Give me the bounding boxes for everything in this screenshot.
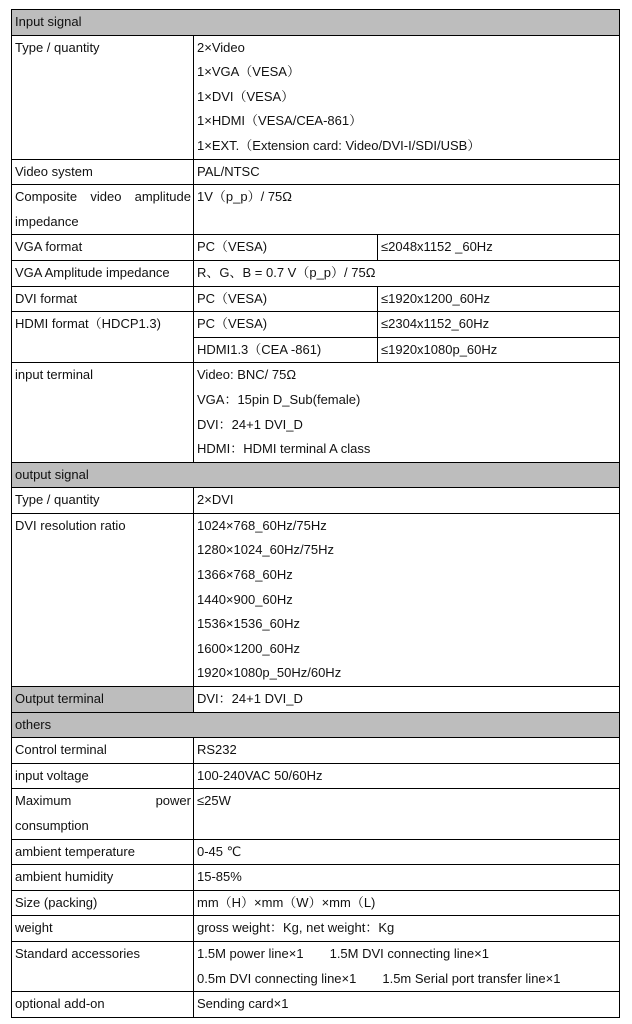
row-value <box>194 941 620 991</box>
row-value: DVI：24+1 DVI_D <box>194 687 620 713</box>
value-line: 1×VGA（VESA） <box>197 64 300 80</box>
table-row <box>12 789 620 839</box>
row-value: PC（VESA) <box>194 286 378 312</box>
row-label: HDMI format（HDCP1.3) <box>12 312 194 363</box>
row-value: mm（H）×mm（W）×mm（L) <box>194 890 620 916</box>
row-value: 1V（p_p）/ 75Ω <box>194 185 620 235</box>
table-row <box>12 286 620 312</box>
row-value: HDMI1.3（CEA -861) <box>194 337 378 363</box>
row-value: ≤25W <box>194 789 620 839</box>
table-row <box>12 839 620 865</box>
row-label: VGA format <box>12 235 194 261</box>
table-row <box>12 312 620 338</box>
value-line: 1024×768_60Hz/75Hz <box>197 517 327 533</box>
row-label <box>12 789 194 839</box>
row-label: input terminal <box>12 363 194 462</box>
table-row <box>12 260 620 286</box>
row-value: 2×DVI <box>194 488 620 514</box>
section-header-others <box>12 712 620 738</box>
table-row <box>12 916 620 942</box>
table-row <box>12 35 620 159</box>
label-word: impedance <box>15 213 79 229</box>
row-label: Standard accessories <box>12 941 194 991</box>
row-value: Sending card×1 <box>194 992 620 1018</box>
spec-table <box>11 9 620 1018</box>
value-line: 2×Video <box>197 39 245 55</box>
row-value: R、G、B = 0.7 V（p_p）/ 75Ω <box>194 260 620 286</box>
section-header-output <box>12 462 620 488</box>
row-value: 15-85% <box>194 865 620 891</box>
table-row <box>12 687 620 713</box>
table-row <box>12 941 620 991</box>
value-line: 1536×1536_60Hz <box>197 616 301 632</box>
value-line: 1×EXT.（Extension card: Video/DVI-I/SDI/USB） <box>197 137 481 153</box>
accessory-item: 1.5M DVI connecting line×1 <box>329 945 489 961</box>
row-value: 100-240VAC 50/60Hz <box>194 763 620 789</box>
value-line: 1×HDMI（VESA/CEA-861） <box>197 113 363 129</box>
label-word: Maximum <box>15 793 72 809</box>
label-word: video <box>90 189 122 205</box>
label-word: consumption <box>15 818 89 833</box>
row-value: PAL/NTSC <box>194 159 620 185</box>
accessory-item: 1.5M power line×1 <box>197 945 304 961</box>
section-title: output signal <box>12 462 620 488</box>
row-label: DVI format <box>12 286 194 312</box>
section-title: others <box>12 712 620 738</box>
accessory-item: 0.5m DVI connecting line×1 <box>197 970 357 986</box>
row-label: Type / quantity <box>12 488 194 514</box>
value-line: 1440×900_60Hz <box>197 591 293 607</box>
value-line: 1×DVI（VESA） <box>197 88 295 104</box>
table-row <box>12 992 620 1018</box>
value-line: DVI：24+1 DVI_D <box>197 416 303 432</box>
row-value: PC（VESA) <box>194 312 378 338</box>
table-row <box>12 890 620 916</box>
table-row <box>12 865 620 891</box>
value-line: HDMI：HDMI terminal A class <box>197 441 371 457</box>
row-resolution: ≤2048x1152 _60Hz <box>378 235 620 261</box>
row-label: VGA Amplitude impedance <box>12 260 194 286</box>
row-label: Video system <box>12 159 194 185</box>
label-word: power <box>155 793 191 809</box>
value-line: 1600×1200_60Hz <box>197 640 301 656</box>
table-row <box>12 488 620 514</box>
label-word: Composite <box>15 189 78 205</box>
row-resolution: ≤2304x1152_60Hz <box>378 312 620 338</box>
table-row <box>12 159 620 185</box>
value-line: VGA：15pin D_Sub(female) <box>197 391 361 407</box>
row-value: gross weight：Kg, net weight：Kg <box>194 916 620 942</box>
row-label: Type / quantity <box>12 35 194 159</box>
row-value: RS232 <box>194 738 620 764</box>
row-value: PC（VESA) <box>194 235 378 261</box>
row-resolution: ≤1920x1200_60Hz <box>378 286 620 312</box>
table-row <box>12 185 620 235</box>
accessory-item: 1.5m Serial port transfer line×1 <box>382 970 561 986</box>
table-row <box>12 763 620 789</box>
row-label: weight <box>12 916 194 942</box>
section-header-input <box>12 10 620 36</box>
table-row <box>12 363 620 462</box>
value-line: 1920×1080p_50Hz/60Hz <box>197 665 342 681</box>
value-line: 1366×768_60Hz <box>197 567 293 583</box>
table-row <box>12 738 620 764</box>
section-title: Input signal <box>12 10 620 36</box>
row-label: Control terminal <box>12 738 194 764</box>
row-label <box>12 185 194 235</box>
row-label: input voltage <box>12 763 194 789</box>
value-line: Video: BNC/ 75Ω <box>197 367 297 383</box>
row-value: 0-45 ℃ <box>194 839 620 865</box>
row-label: Output terminal <box>12 687 194 713</box>
row-label: ambient humidity <box>12 865 194 891</box>
label-word: amplitude <box>134 189 191 205</box>
row-value <box>194 363 620 462</box>
row-label: optional add-on <box>12 992 194 1018</box>
table-row <box>12 513 620 686</box>
row-resolution: ≤1920x1080p_60Hz <box>378 337 620 363</box>
row-label: Size (packing) <box>12 890 194 916</box>
row-value <box>194 35 620 159</box>
row-label: ambient temperature <box>12 839 194 865</box>
row-value <box>194 513 620 686</box>
row-label: DVI resolution ratio <box>12 513 194 686</box>
table-row <box>12 235 620 261</box>
value-line: 1280×1024_60Hz/75Hz <box>197 542 334 558</box>
